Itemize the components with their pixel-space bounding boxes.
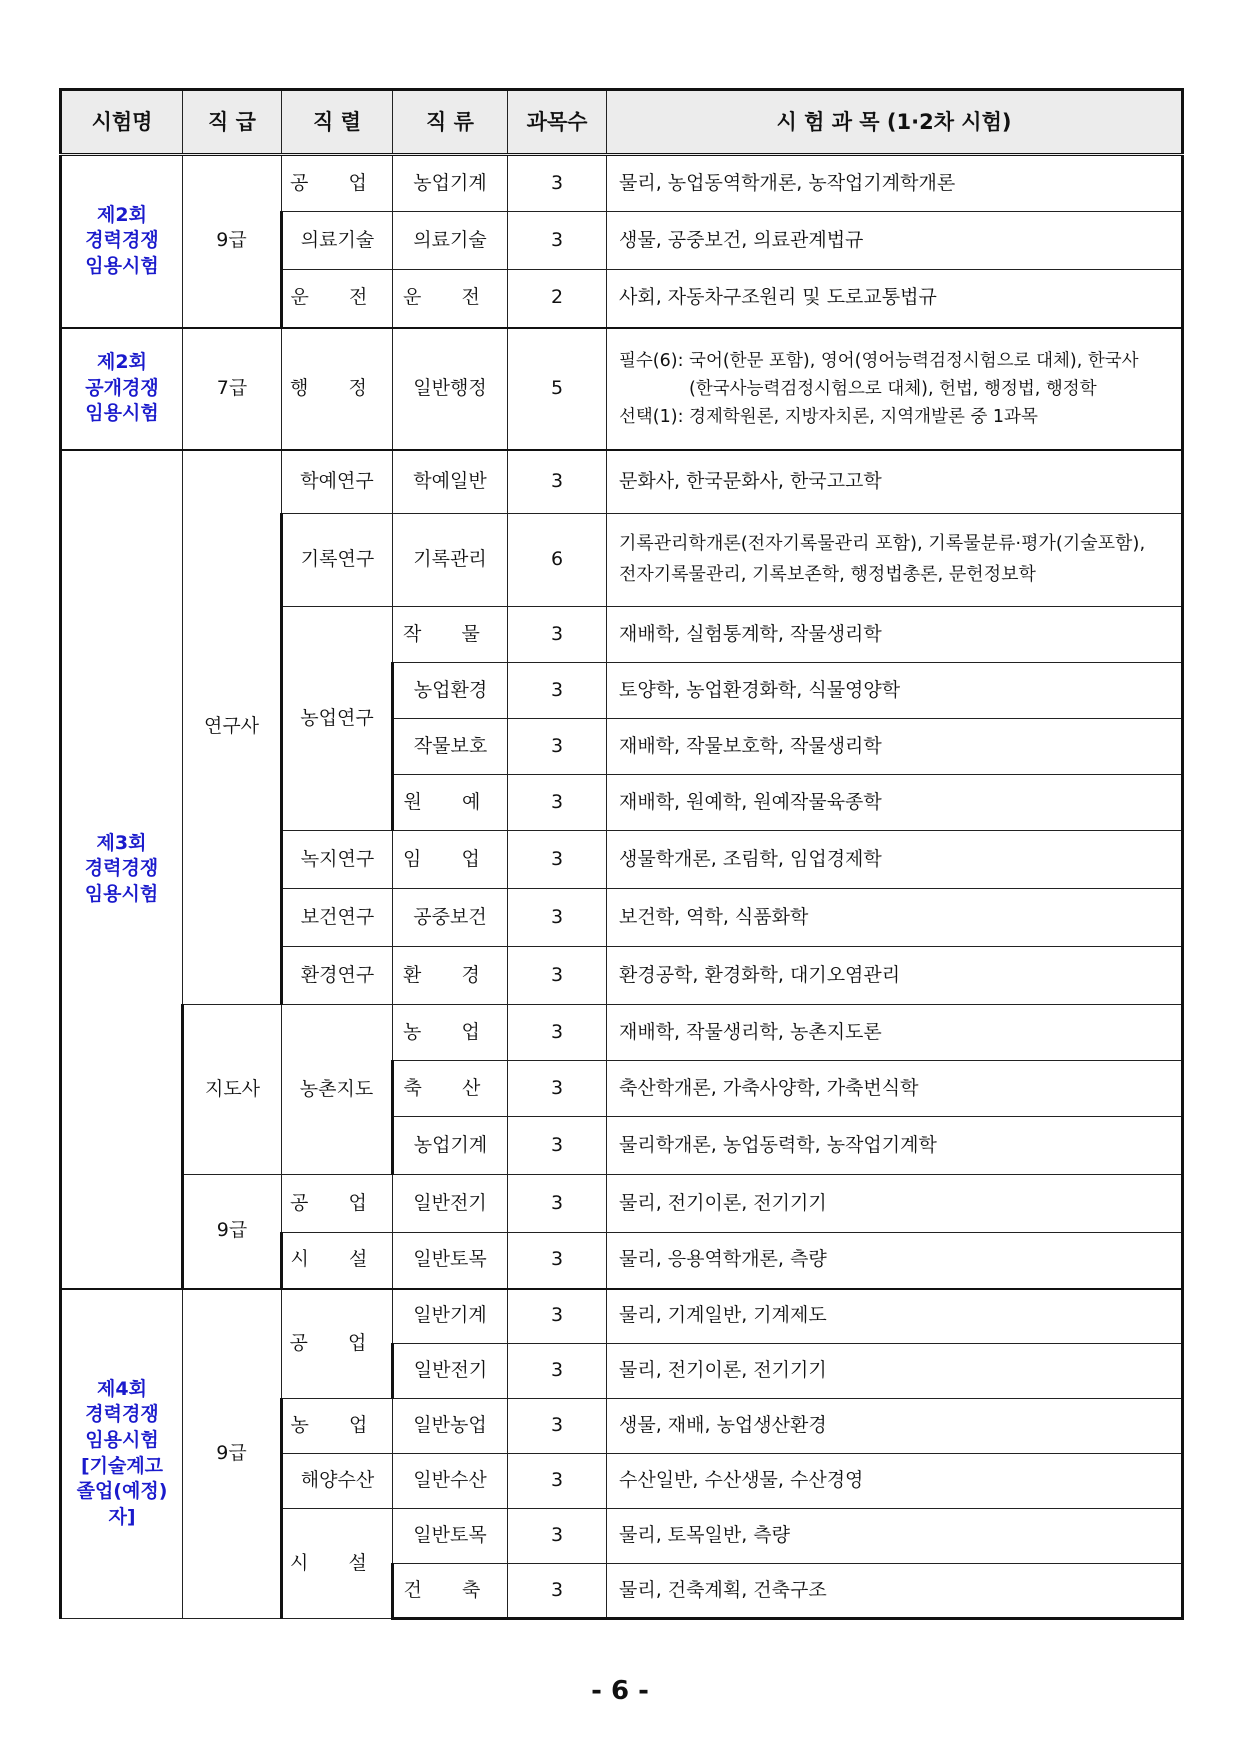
category-cell: 농업기계: [393, 1117, 508, 1175]
category-cell: 학예일반: [393, 450, 508, 514]
category-cell: 일반토목: [393, 1233, 508, 1289]
category-cell: 작 물: [393, 607, 508, 663]
header-count: 과목수: [508, 90, 607, 155]
count-cell: 3: [508, 1399, 607, 1454]
count-cell: 3: [508, 1061, 607, 1117]
count-cell: 3: [508, 1509, 607, 1564]
category-cell: 운 전: [393, 270, 508, 328]
series-cell: 행 정: [282, 328, 393, 450]
exam-name: 제4회 경력경쟁 임용시험 [기술계고 졸업(예정)자]: [76, 1377, 168, 1529]
count-cell: 3: [508, 1175, 607, 1233]
category-cell: 환 경: [393, 947, 508, 1005]
count-cell: 2: [508, 270, 607, 328]
subjects-cell: [607, 514, 1183, 607]
subjects-cell: 재배학, 작물보호학, 작물생리학: [607, 719, 1183, 775]
category-cell: 농업기계: [393, 155, 508, 212]
count-cell: 3: [508, 1005, 607, 1061]
series-cell: 해양수산: [282, 1454, 393, 1509]
exam-name: 제2회 공개경쟁 임용시험: [85, 351, 159, 425]
count-cell: 3: [508, 775, 607, 831]
grade-cell: 9급: [183, 1175, 282, 1289]
category-cell: 일반행정: [393, 328, 508, 450]
grade-cell: 지도사: [183, 1005, 282, 1175]
exam-name: 제3회 경력경쟁 임용시험: [84, 831, 159, 905]
exam-name-cell: [61, 155, 183, 328]
subjects-cell: 수산일반, 수산생물, 수산경영: [607, 1454, 1183, 1509]
grade-cell: 9급: [183, 1289, 282, 1619]
category-cell: 의료기술: [393, 212, 508, 270]
subjects-line: 필수(6): 국어(한문 포함), 영어(영어능력검정시험으로 대체), 한국사: [619, 350, 1139, 371]
subjects-cell: 생물, 공중보건, 의료관계법규: [607, 212, 1183, 270]
category-cell: 농 업: [393, 1005, 508, 1061]
count-cell: 3: [508, 719, 607, 775]
subjects-cell: 물리학개론, 농업동력학, 농작업기계학: [607, 1117, 1183, 1175]
category-cell: 공중보건: [393, 889, 508, 947]
series-cell: 공 업: [282, 155, 393, 212]
count-cell: 6: [508, 514, 607, 607]
category-cell: 작물보호: [393, 719, 508, 775]
table-row: [61, 1175, 1183, 1233]
subjects-cell: 재배학, 실험통계학, 작물생리학: [607, 607, 1183, 663]
count-cell: 5: [508, 328, 607, 450]
series-cell: 농업연구: [282, 607, 393, 831]
subjects-cell: 물리, 건축계획, 건축구조: [607, 1564, 1183, 1619]
category-cell: 건 축: [393, 1564, 508, 1619]
subjects-cell: 문화사, 한국문화사, 한국고고학: [607, 450, 1183, 514]
exam-name: 제2회 경력경쟁 임용시험: [85, 203, 159, 278]
subjects-cell: 보건학, 역학, 식품화학: [607, 889, 1183, 947]
table-row: [61, 1005, 1183, 1061]
exam-name-cell: [61, 328, 183, 450]
count-cell: 3: [508, 1289, 607, 1344]
subjects-cell: 생물학개론, 조림학, 임업경제학: [607, 831, 1183, 889]
subjects-cell: 물리, 전기이론, 전기기기: [607, 1344, 1183, 1399]
table-row: [61, 328, 1183, 450]
exam-name-cell: [61, 1289, 183, 1619]
category-cell: 축 산: [393, 1061, 508, 1117]
count-cell: 3: [508, 1233, 607, 1289]
subjects-cell: 환경공학, 환경화학, 대기오염관리: [607, 947, 1183, 1005]
header-category: 직 류: [393, 90, 508, 155]
subjects-cell: 토양학, 농업환경화학, 식물영양학: [607, 663, 1183, 719]
count-cell: 3: [508, 1344, 607, 1399]
count-cell: 3: [508, 1117, 607, 1175]
count-cell: 3: [508, 607, 607, 663]
count-cell: 3: [508, 155, 607, 212]
subjects-cell: 재배학, 작물생리학, 농촌지도론: [607, 1005, 1183, 1061]
subjects-cell: 물리, 전기이론, 전기기기: [607, 1175, 1183, 1233]
header-exam-name: 시험명: [61, 90, 183, 155]
category-cell: 일반농업: [393, 1399, 508, 1454]
category-cell: 일반기계: [393, 1289, 508, 1344]
subjects-cell: 물리, 농업동역학개론, 농작업기계학개론: [607, 155, 1183, 212]
subjects-cell: 사회, 자동차구조원리 및 도로교통법규: [607, 270, 1183, 328]
count-cell: 3: [508, 450, 607, 514]
series-cell: 운 전: [282, 270, 393, 328]
header-subjects: 시 험 과 목 (1·2차 시험): [607, 90, 1183, 155]
count-cell: 3: [508, 831, 607, 889]
series-cell: 시 설: [282, 1509, 393, 1619]
series-cell: 보건연구: [282, 889, 393, 947]
subjects-line: 선택(1): 경제학원론, 지방자치론, 지역개발론 중 1과목: [619, 406, 1038, 427]
table-header-row: [61, 90, 1183, 155]
subjects-line: 전자기록물관리, 기록보존학, 행정법총론, 문헌정보학: [619, 564, 1036, 585]
table-row: [61, 155, 1183, 212]
subjects-cell: 물리, 토목일반, 측량: [607, 1509, 1183, 1564]
header-grade: 직 급: [183, 90, 282, 155]
series-cell: 농 업: [282, 1399, 393, 1454]
subjects-cell: 재배학, 원예학, 원예작물육종학: [607, 775, 1183, 831]
category-cell: 기록관리: [393, 514, 508, 607]
series-cell: 학예연구: [282, 450, 393, 514]
subjects-cell: 생물, 재배, 농업생산환경: [607, 1399, 1183, 1454]
count-cell: 3: [508, 889, 607, 947]
category-cell: 원 예: [393, 775, 508, 831]
subjects-cell: 물리, 기계일반, 기계제도: [607, 1289, 1183, 1344]
category-cell: 임 업: [393, 831, 508, 889]
series-cell: 녹지연구: [282, 831, 393, 889]
category-cell: 일반수산: [393, 1454, 508, 1509]
subjects-cell: [607, 328, 1183, 450]
table-row: [61, 1289, 1183, 1344]
count-cell: 3: [508, 663, 607, 719]
subjects-line: (한국사능력검정시험으로 대체), 헌법, 행정법, 행정학: [689, 378, 1097, 399]
grade-cell: 9급: [183, 155, 282, 328]
series-cell: 농촌지도: [282, 1005, 393, 1175]
category-cell: 일반토목: [393, 1509, 508, 1564]
series-cell: 공 업: [282, 1175, 393, 1233]
exam-subjects-table: [59, 88, 1184, 1620]
series-cell: 환경연구: [282, 947, 393, 1005]
count-cell: 3: [508, 1454, 607, 1509]
category-cell: 농업환경: [393, 663, 508, 719]
header-series: 직 렬: [282, 90, 393, 155]
subjects-cell: 축산학개론, 가축사양학, 가축번식학: [607, 1061, 1183, 1117]
grade-cell: 연구사: [183, 450, 282, 1005]
exam-name-cell: [61, 450, 183, 1289]
page-number: - 6 -: [591, 1676, 649, 1706]
table-row: [61, 450, 1183, 514]
count-cell: 3: [508, 947, 607, 1005]
count-cell: 3: [508, 212, 607, 270]
grade-cell: 7급: [183, 328, 282, 450]
series-cell: 기록연구: [282, 514, 393, 607]
category-cell: 일반전기: [393, 1344, 508, 1399]
subjects-line: 기록관리학개론(전자기록물관리 포함), 기록물분류·평가(기술포함),: [619, 533, 1146, 555]
category-cell: 일반전기: [393, 1175, 508, 1233]
series-cell: 의료기술: [282, 212, 393, 270]
series-cell: 시 설: [282, 1233, 393, 1289]
series-cell: 공 업: [282, 1289, 393, 1399]
subjects-cell: 물리, 응용역학개론, 측량: [607, 1233, 1183, 1289]
count-cell: 3: [508, 1564, 607, 1619]
